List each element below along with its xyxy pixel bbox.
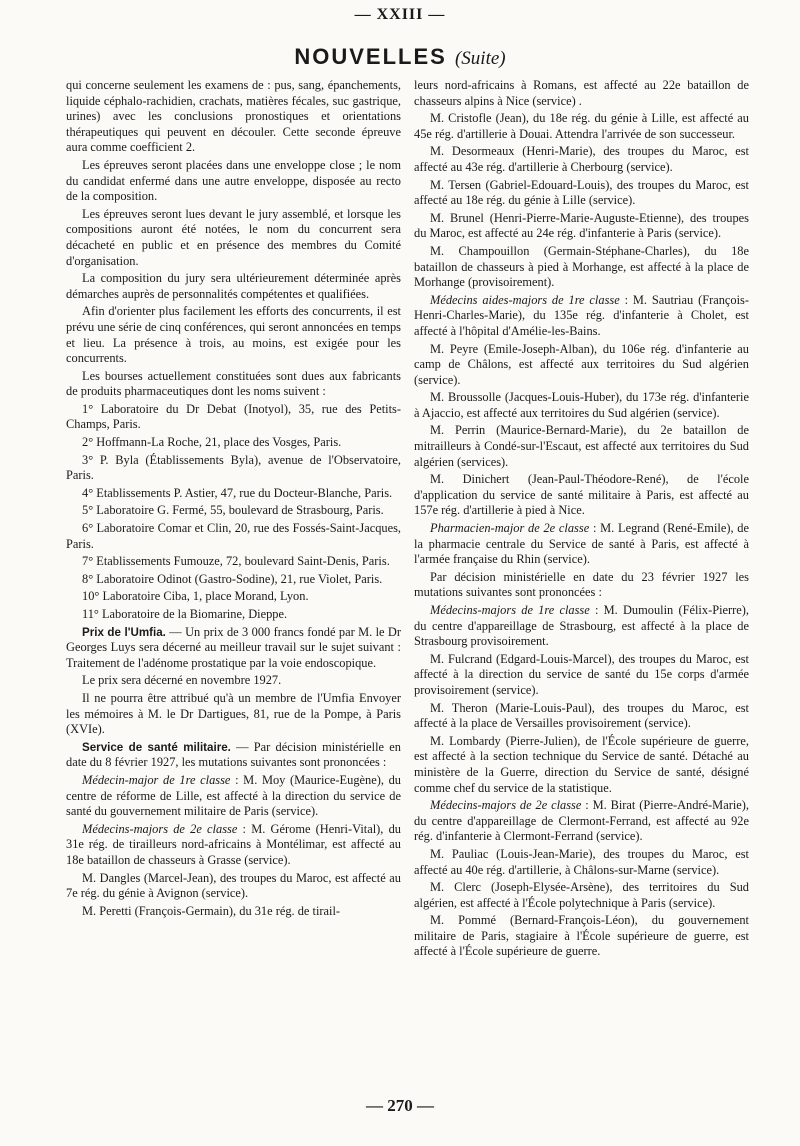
paragraph-text: : M. Dumoulin (Félix-Pierre), du centre d'appareillage de Strasbourg, est affecté à la place de Strasbourg provisoirement.	[414, 603, 750, 649]
title-text: NOUVELLES	[294, 44, 447, 69]
sante-paragraph	[66, 740, 401, 771]
paragraph: Le prix sera décerné en novembre 1927.	[82, 673, 282, 688]
rank-label: Médecins-majors de 1re classe	[430, 603, 590, 617]
rank-label: Médecins-majors de 2e classe	[430, 798, 582, 813]
paragraph-text: M. Pommé (Bernard-François-Léon), du gouvernement militaire de Paris, stagiaire à l'École supérieure de guerre, est affecté à l'École supérieure de guerre.	[414, 913, 749, 959]
entry-paragraph	[414, 652, 749, 699]
paragraph	[66, 822, 401, 869]
paragraph	[66, 773, 401, 820]
paragraph-text: M. Pauliac (Louis-Jean-Marie), des troupes du Maroc, est affecté au 40e rég. d'artillerie, à Châlons-sur-Marne (service).	[414, 846, 749, 877]
entry-paragraph	[414, 880, 749, 911]
paragraph-text: — Un prix de 3 000 francs fondé par M. le Dr Georges Luys sera décerné au meilleur travail sur le sujet suivant : Traitement de l'adénome prostatique par la voie endoscopique.	[66, 624, 402, 670]
entry-paragraph	[414, 570, 749, 601]
paragraph-text: : M. Sautriau (François-Henri-Charles-Marie), du 135e rég. d'infanterie à Cholet, est affecté à l'hôpital d'Amélie-les-Bains.	[414, 292, 749, 338]
entry-paragraph	[414, 111, 749, 142]
list-item: 7° Etablissements Fumouze, 72, boulevard Saint-Denis, Paris.	[82, 554, 390, 569]
entry-paragraph	[414, 342, 749, 389]
paragraph-text: : M. Birat (Pierre-André-Marie), du centre d'appareillage de Clermont-Ferrand, est affecté au 92e rég. d'infanterie à Clermont-Ferrand (service).	[414, 798, 749, 844]
entry-paragraph	[414, 472, 749, 519]
entry-paragraph	[414, 78, 749, 109]
paragraph-text: M. Perrin (Maurice-Bernard-Marie), du 2e bataillon de mitrailleurs à Condé-sur-l'Escaut, est affecté aux territoires du Sud algérien (services).	[414, 423, 749, 469]
paragraph-text: M. Broussolle (Jacques-Louis-Huber), du 173e rég. d'infanterie à Ajaccio, est affecté aux territoires du Sud algérien (service).	[414, 390, 749, 420]
entry-paragraph	[414, 211, 749, 242]
paragraph: M. Peretti (François-Germain), du 31e rég. de tirail-	[82, 903, 341, 918]
paragraph: M. Dangles (Marcel-Jean), des troupes du Maroc, est affecté au 7e rég. du génie à Avignon (service).	[66, 870, 401, 901]
paragraph-text: M. Brunel (Henri-Pierre-Marie-Auguste-Etienne), des troupes du Maroc, est affecté au 24e rég. d'infanterie à Paris (service).	[414, 210, 749, 241]
paragraph-text: M. Lombardy (Pierre-Julien), de l'École supérieure de guerre, est affecté à la section technique du Service de santé. Détaché au ministère de la Guerre, direction du Service de santé, désigné comme chef du service de la statistique.	[414, 733, 749, 795]
page-title	[0, 44, 800, 70]
entry-paragraph	[414, 701, 749, 732]
entry-paragraph	[414, 913, 749, 960]
paragraph-text: : M. Gérome (Henri-Vital), du 31e rég. de tirailleurs nord-africains à Montélimar, est affecté au 18e bataillon de chasseurs à Grasse (service).	[66, 821, 401, 867]
section-heading: Prix de l'Umfia.	[82, 625, 166, 639]
entry-paragraph	[414, 603, 749, 650]
right-column	[414, 78, 749, 962]
paragraph-text: M. Dinichert (Jean-Paul-Théodore-René), de l'école d'application du service de santé militaire à Paris, est affecté au 157e rég. d'artillerie à pied à Nice.	[414, 472, 749, 518]
paragraph-text: M. Fulcrand (Edgard-Louis-Marcel), des troupes du Maroc, est affecté à la direction du service de santé du 15e corps d'armée provisoirement (service).	[414, 651, 749, 697]
paragraph-text: leurs nord-africains à Romans, est affecté au 22e bataillon de chasseurs alpins à Nice (service) .	[414, 78, 749, 108]
entry-paragraph	[414, 144, 749, 175]
paragraph: Il ne pourra être attribué qu'à un membre de l'Umfia Envoyer les mémoires à M. le Dr Dartigues, 81, rue de la Pompe, à Paris (XVIe).	[66, 690, 401, 737]
list-item: 2° Hoffmann-La Roche, 21, place des Vosges, Paris.	[82, 435, 342, 450]
list-item: 8° Laboratoire Odinot (Gastro-Sodine), 21, rue Violet, Paris.	[82, 571, 383, 586]
entry-paragraph	[414, 798, 749, 845]
left-column	[66, 78, 401, 921]
entry-paragraph	[414, 390, 749, 421]
paragraph-text: M. Tersen (Gabriel-Edouard-Louis), des troupes du Maroc, est affecté au 18e rég. du génie à Lille (service).	[414, 177, 749, 208]
entry-paragraph	[414, 734, 749, 796]
list-item: 4° Etablissements P. Astier, 47, rue du Docteur-Blanche, Paris.	[82, 485, 393, 500]
paragraph-text: M. Peyre (Emile-Joseph-Alban), du 106e rég. d'infanterie au camp de Châlons, est affecté aux territoires du Sud algérien (service).	[414, 341, 749, 387]
list-item: 3° P. Byla (Établissements Byla), avenue de l'Observatoire, Paris.	[66, 452, 401, 483]
paragraph: Les épreuves seront placées dans une enveloppe close ; le nom du candidat enfermé dans une autre enveloppe, disposée au recto de la composition.	[66, 157, 401, 204]
list-item: 1° Laboratoire du Dr Debat (Inotyol), 35, rue des Petits-Champs, Paris.	[66, 401, 401, 432]
paragraph-text: Par décision ministérielle en date du 23 février 1927 les mutations suivantes sont prononcées :	[414, 569, 749, 600]
paragraph-text: : M. Legrand (René-Emile), de la pharmacie centrale du Service de santé à Paris, est affecté à l'armée française du Rhin (service).	[414, 521, 749, 567]
folio-page-number: — 270 —	[366, 1096, 434, 1115]
paragraph-text: M. Theron (Marie-Louis-Paul), des troupes du Maroc, est affecté à la place de Versailles provisoirement (service).	[414, 700, 749, 731]
section-heading: Service de santé militaire.	[82, 740, 231, 754]
paragraph: La composition du jury sera ultérieurement déterminée après démarches auprès de personnalités compétentes et qualifiées.	[66, 271, 401, 301]
rank-label: Médecins-majors de 2e classe	[82, 821, 238, 836]
rank-label: Médecins aides-majors de 1re classe	[430, 292, 620, 307]
paragraph-text: M. Champouillon (Germain-Stéphane-Charles), du 18e bataillon de chasseurs à pied à Morhange, est affecté à la place de Morhange (provisoirement).	[414, 243, 749, 290]
paragraph-text: — Par décision ministérielle en date du 8 février 1927, les mutations suivantes sont prononcées :	[66, 739, 401, 770]
paragraph-text: : M. Moy (Maurice-Eugène), du centre de réforme de Lille, est affecté à la direction du service de santé du gouvernement militaire de Paris (service).	[66, 772, 401, 819]
paragraph: Afin d'orienter plus facilement les efforts des concurrents, il est prévu une série de cinq conférences, qui seront annoncées en temps et lieu. La présence à trois, au moins, est exigée pour les concurrents.	[66, 304, 401, 366]
list-item: 11° Laboratoire de la Biomarine, Dieppe.	[82, 607, 288, 621]
entry-paragraph	[414, 293, 749, 340]
paragraph-text: M. Clerc (Joseph-Elysée-Arsène), des territoires du Sud algérien, est affecté à l'École polytechnique à Paris (service).	[414, 880, 749, 910]
paragraph: Les bourses actuellement constituées sont dues aux fabricants de produits pharmaceutiques dont les noms suivent :	[66, 368, 401, 399]
rank-label: Pharmacien-major de 2e classe	[430, 521, 590, 536]
entry-paragraph	[414, 521, 749, 568]
paragraph: qui concerne seulement les examens de : pus, sang, épanchements, liquide céphalo-rachidien, crachats, matières fécales, suc gastrique, urines) avec les conclusions pronostiques et orientations thérapeutiques qui peuvent en découler. Cette seconde épreuve aura comme coefficient 2.	[66, 78, 401, 155]
list-item: 5° Laboratoire G. Fermé, 55, boulevard de Strasbourg, Paris.	[82, 503, 384, 518]
paragraph: Les épreuves seront lues devant le jury assemblé, et lorsque les compositions auront été notées, le nom du concurrent sera décacheté en public et en présence des membres du Comité d'organisation.	[66, 206, 401, 268]
rank-label: Médecin-major de 1re classe	[82, 772, 231, 787]
entry-paragraph	[414, 244, 749, 291]
paragraph-text: M. Cristofle (Jean), du 18e rég. du génie à Lille, est affecté au 45e rég. d'artillerie à Douai. Attendra l'arrivée de son successeur.	[414, 111, 749, 141]
roman-page-number: — XXIII —	[354, 6, 446, 23]
list-item: 6° Laboratoire Comar et Clin, 20, rue des Fossés-Saint-Jacques, Paris.	[66, 521, 401, 551]
entry-paragraph	[414, 423, 749, 470]
umfia-paragraph	[66, 625, 401, 672]
entry-paragraph	[414, 847, 749, 878]
title-suite: (Suite)	[454, 48, 506, 69]
paragraph-text: M. Desormeaux (Henri-Marie), des troupes du Maroc, est affecté au 43e rég. d'artillerie à Cherbourg (service).	[414, 144, 749, 174]
entry-paragraph	[414, 178, 749, 209]
list-item: 10° Laboratoire Ciba, 1, place Morand, Lyon.	[82, 589, 309, 604]
